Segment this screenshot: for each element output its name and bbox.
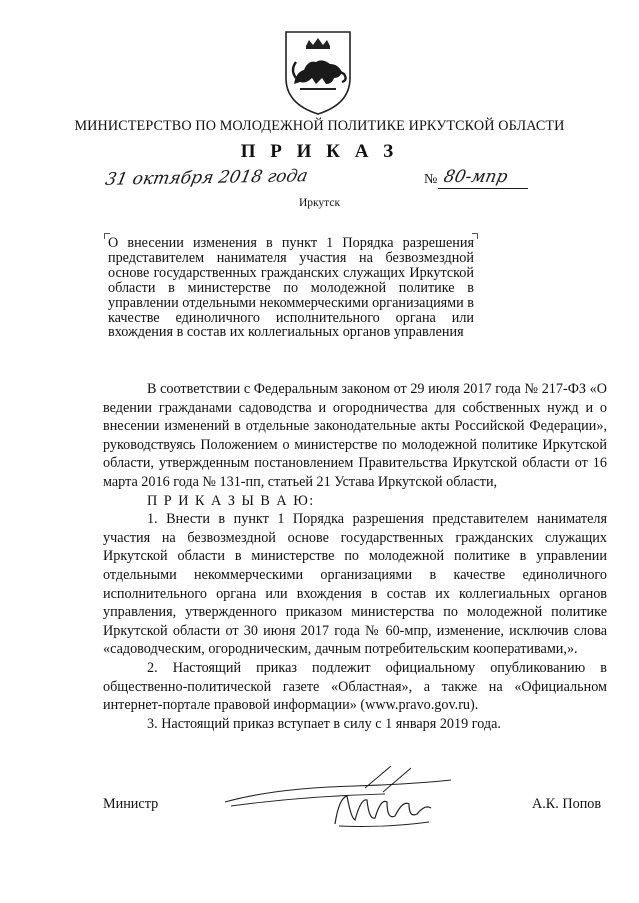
handwritten-date: 31 октября 2018 года (103, 166, 310, 190)
order-item-1: 1. Внести в пункт 1 Порядка разрешения представителем нанимателя участия на безвозмездной основе государственных гражданских служащих Иркутской области в министерстве по молодежной политике в управлении отдельными некоммерческими организациями в качестве единоличного исполнительного органа или вхождения в состав их коллегиальных органов управления, утвержденного приказом министерства по молодежной политике Иркутской области от 30 июня 2017 года № 60-мпр, изменение, исключив слова «садоводческим, огородническим, дачным потребительским кооперативами,». (103, 511, 607, 658)
order-word: П Р И К А З Ы В А Ю: (147, 492, 315, 509)
document-type-title: П Р И К А З (240, 141, 399, 162)
handwritten-number: 80-мпр (441, 167, 510, 187)
document-number (424, 168, 528, 192)
signatory-name: А.К. Попов (532, 796, 602, 812)
order-item-2: 2. Настоящий приказ подлежит официальному опубликованию в общественно-политической газете «Областная», а также на «Официальном интернет-портале правовой информации» (www.pravo.gov.ru). (103, 659, 607, 714)
city-name: Иркутск (298, 197, 341, 209)
signatory-position: Министр (103, 796, 159, 812)
order-subject: О внесении изменения в пункт 1 Порядка разрешения представителем нанимателя участия на безвозмездной основе государственных гражданских служащих Иркутской области в министерстве по молодежной политике в управлении отдельными некоммерческими организациями в качестве единоличного исполнительного органа или вхождения в состав их коллегиальных органов управления (108, 235, 474, 341)
number-underline (438, 188, 528, 189)
signature-icon (215, 758, 465, 838)
number-label: № (424, 172, 438, 187)
coat-of-arms-icon (282, 28, 354, 116)
ministry-name: МИНИСТЕРСТВО ПО МОЛОДЕЖНОЙ ПОЛИТИКЕ ИРКУТСКОЙ ОБЛАСТИ (74, 118, 565, 134)
order-item-3: 3. Настоящий приказ вступает в силу с 1 января 2019 года. (147, 715, 501, 732)
preamble-paragraph: В соответствии с Федеральным законом от 29 июля 2017 года № 217-ФЗ «О ведении гражданами садоводства и огородничества для собственных нужд и о внесении изменений в отдельные законодательные акты Российской Федерации», руководствуясь Положением о министерстве по молодежной политике Иркутской области, утвержденным постановлением Правительства Иркутской области от 16 марта 2016 года № 131-пп, статьей 21 Устава Иркутской области, (103, 381, 607, 490)
order-body (103, 380, 607, 733)
